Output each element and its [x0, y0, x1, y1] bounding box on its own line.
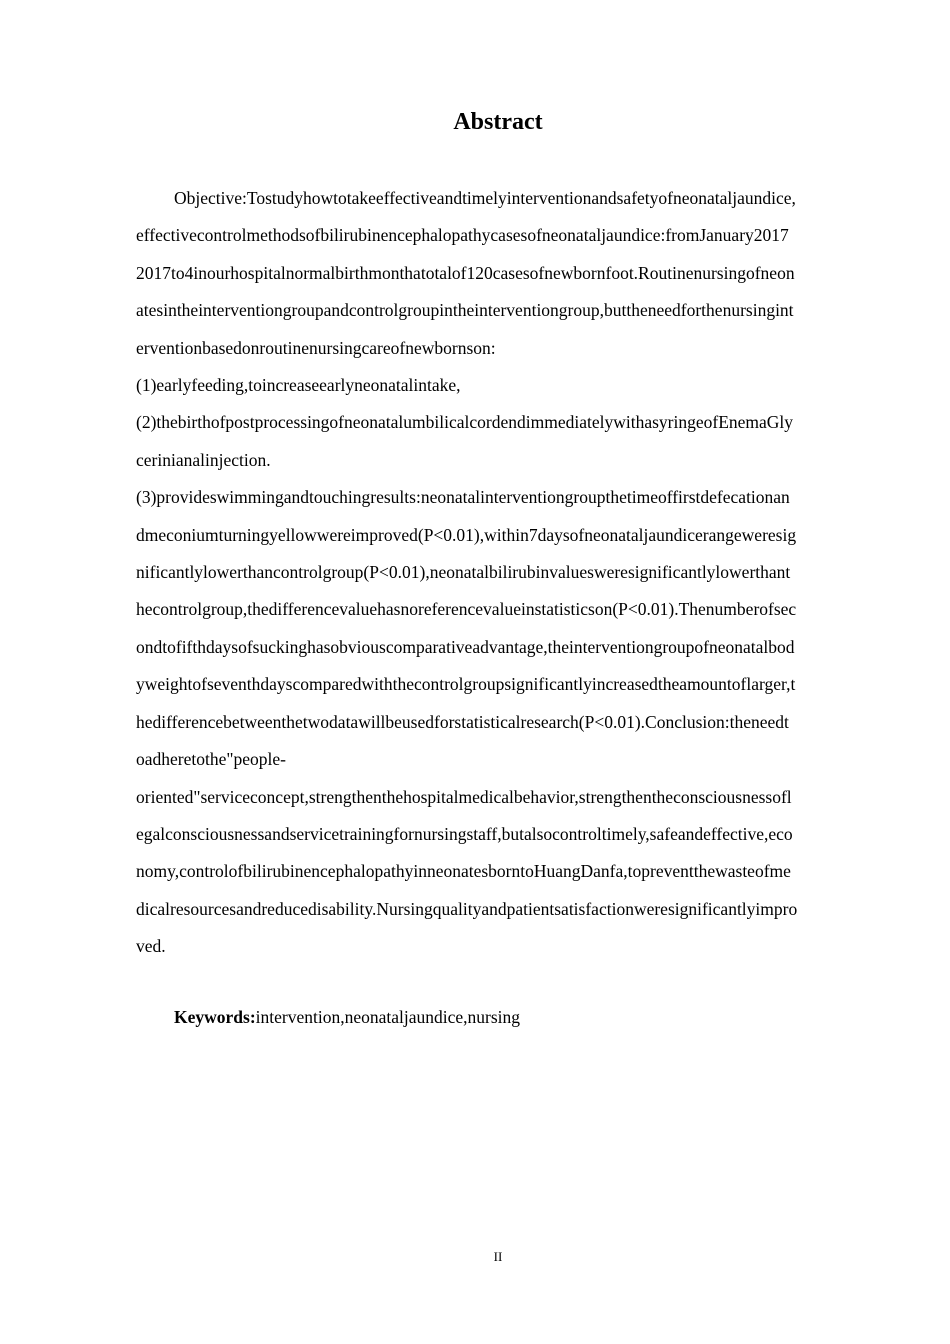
- abstract-line: egalconsciousnessandservicetrainingfornursingstaff,butalsocontroltimely,safeandeffective,eco: [136, 823, 793, 844]
- abstract-line: 2017to4inourhospitalnormalbirthmonthatotalof120casesofnewbornfoot.Routinenursingofneon: [136, 262, 795, 283]
- keywords-label: Keywords:: [174, 1007, 256, 1027]
- abstract-line: dicalresourcesandreducedisability.Nursingqualityandpatientsatisfactionweresignificantlyimpro: [136, 898, 798, 919]
- page-number: II: [493, 1249, 503, 1264]
- abstract-line: (3)provideswimmingandtouchingresults:neonatalinterventiongroupthetimeoffirstdefecationan: [136, 487, 790, 508]
- abstract-line: cerinianalinjection.: [136, 449, 271, 470]
- abstract-line: nomy,controlofbilirubinencephalopathyinneonatesborntoHuangDanfa,topreventthewasteofme: [136, 861, 791, 882]
- abstract-line: hedifferencebetweenthetwodatawillbeusedforstatisticalresearch(P<0.01).Conclusion:theneedt: [136, 711, 789, 732]
- abstract-line: ondtofifthdaysofsuckinghasobviouscomparativeadvantage,theinterventiongroupofneonatalbod: [136, 636, 795, 657]
- abstract-line: effectivecontrolmethodsofbilirubinencephalopathycasesofneonataljaundice:fromJanuary2017: [136, 225, 789, 246]
- abstract-line: nificantlylowerthancontrolgroup(P<0.01),neonatalbilirubinvaluesweresignificantlylowerthant: [136, 562, 791, 583]
- abstract-line: erventionbasedonroutinenursingcareofnewbornson:: [136, 337, 496, 358]
- keywords-line: [174, 1000, 520, 1034]
- abstract-line: Objective:Tostudyhowtotakeeffectiveandtimelyinterventionandsafetyofneonataljaundice,: [174, 188, 796, 208]
- abstract-body: [136, 180, 866, 966]
- keywords-text: intervention,neonataljaundice,nursing: [255, 1007, 521, 1027]
- abstract-line: atesintheinterventiongroupandcontrolgroupintheinterventiongroup,buttheneedforthenursingint: [136, 300, 794, 321]
- abstract-line: (2)thebirthofpostprocessingofneonatalumbilicalcordendimmediatelywithasyringeofEnemaGly: [136, 412, 794, 433]
- abstract-line: yweightofseventhdayscomparedwiththecontrolgroupsignificantlyincreasedtheamountoflarger,t: [136, 674, 796, 695]
- abstract-line: oadheretothe"people-: [136, 749, 286, 770]
- abstract-line: dmeconiumturningyellowwereimproved(P<0.01),within7daysofneonataljaundicerangeweresig: [136, 524, 797, 545]
- abstract-line: (1)earlyfeeding,toincreaseearlyneonatalintake,: [136, 375, 461, 396]
- abstract-line: hecontrolgroup,thedifferencevaluehasnoreferencevalueinstatisticson(P<0.01).Thenumberofsec: [136, 599, 797, 620]
- abstract-title: Abstract: [453, 109, 543, 135]
- abstract-line: oriented"serviceconcept,strengthenthehospitalmedicalbehavior,strengthentheconsciousnessofl: [136, 786, 792, 807]
- abstract-line: ved.: [136, 936, 166, 957]
